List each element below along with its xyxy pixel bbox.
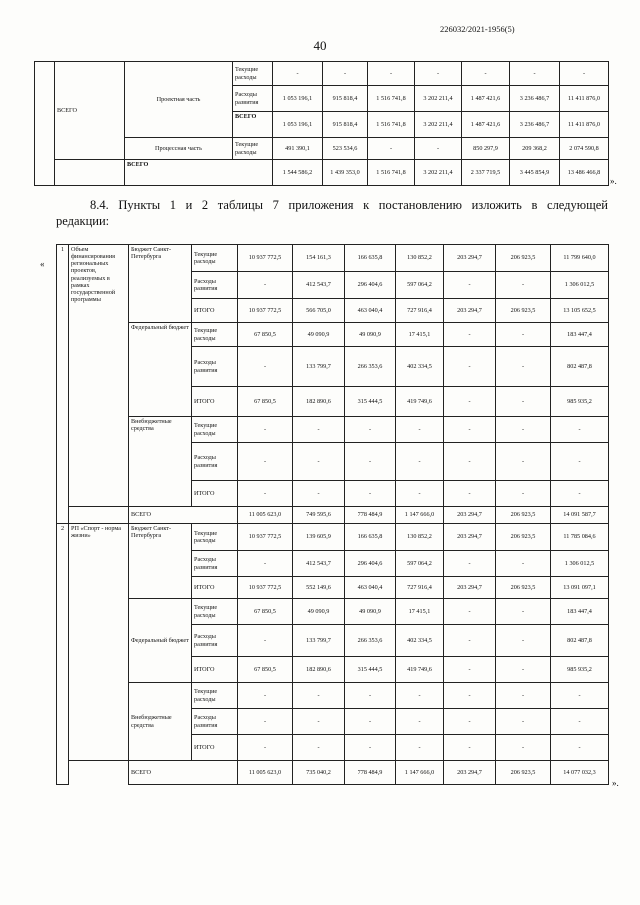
cell: 67 850,5 xyxy=(238,657,293,683)
cell: - xyxy=(496,683,551,709)
cell: 491 390,1 xyxy=(273,138,323,160)
row-label: ВСЕГО xyxy=(233,112,273,138)
cell: - xyxy=(496,709,551,735)
cell: 206 923,5 xyxy=(496,507,551,524)
cell: - xyxy=(238,551,293,577)
item-title: Объем финансирования региональных проектов, реализуемых в рамках государственной программы xyxy=(69,245,129,507)
cell: 49 090,9 xyxy=(293,599,345,625)
cell: 419 749,6 xyxy=(396,657,444,683)
row-label: Текущие расходы xyxy=(192,524,238,551)
cell: 850 297,9 xyxy=(462,138,510,160)
cell: - xyxy=(560,62,609,86)
cell: 11 005 623,0 xyxy=(238,507,293,524)
cell: - xyxy=(345,683,396,709)
item-number: 1 xyxy=(57,245,69,524)
financing-table-item-2 xyxy=(56,523,609,785)
row-label: Расходы развития xyxy=(192,625,238,657)
cell: - xyxy=(496,599,551,625)
cell: 778 484,9 xyxy=(345,761,396,785)
cell: 206 923,5 xyxy=(496,761,551,785)
cell: - xyxy=(396,443,444,481)
cell: 296 404,6 xyxy=(345,551,396,577)
cell: - xyxy=(238,625,293,657)
cell: - xyxy=(293,709,345,735)
cell: 67 850,5 xyxy=(238,387,293,417)
cell: - xyxy=(293,443,345,481)
cell: 1 439 353,0 xyxy=(323,160,368,186)
cell: - xyxy=(323,62,368,86)
cell: 183 447,4 xyxy=(551,599,609,625)
cell: 154 161,3 xyxy=(293,245,345,272)
cell: 1 306 012,5 xyxy=(551,272,609,299)
closing-quote: ». xyxy=(610,176,617,186)
cell: 597 064,2 xyxy=(396,272,444,299)
cell: - xyxy=(551,443,609,481)
cell: 412 543,7 xyxy=(293,272,345,299)
table-row xyxy=(35,160,609,186)
cell: 735 040,2 xyxy=(293,761,345,785)
cell: 206 923,5 xyxy=(496,577,551,599)
cell: 11 785 084,6 xyxy=(551,524,609,551)
total-label: ВСЕГО xyxy=(55,62,125,160)
empty-cell xyxy=(55,160,125,186)
cell: 412 543,7 xyxy=(293,551,345,577)
cell: 802 487,8 xyxy=(551,347,609,387)
cell: 1 147 666,0 xyxy=(396,761,444,785)
grand-total-label: ВСЕГО xyxy=(125,160,273,186)
cell: 10 937 772,5 xyxy=(238,299,293,323)
cell: - xyxy=(345,735,396,761)
item-title: РП «Спорт - норма жизни» xyxy=(69,524,129,761)
row-label: Расходы развития xyxy=(192,709,238,735)
cell: - xyxy=(238,443,293,481)
table-row xyxy=(57,417,609,443)
cell: 14 091 587,7 xyxy=(551,507,609,524)
cell: - xyxy=(293,735,345,761)
cell: - xyxy=(496,735,551,761)
cell: 13 486 466,8 xyxy=(560,160,609,186)
cell: - xyxy=(293,417,345,443)
cell: - xyxy=(551,735,609,761)
cell: 3 202 211,4 xyxy=(415,86,462,112)
table-row xyxy=(57,507,609,524)
table-row xyxy=(57,599,609,625)
cell: - xyxy=(238,417,293,443)
cell: - xyxy=(293,683,345,709)
cell: 11 005 623,0 xyxy=(238,761,293,785)
cell: - xyxy=(551,683,609,709)
cell: 1 516 741,8 xyxy=(368,112,415,138)
project-part-label: Проектная часть xyxy=(125,62,233,138)
cell: 133 799,7 xyxy=(293,625,345,657)
grand-total-label: ВСЕГО xyxy=(129,507,238,524)
cell: - xyxy=(444,443,496,481)
cell: 17 415,1 xyxy=(396,599,444,625)
cell: 523 534,6 xyxy=(323,138,368,160)
cell: - xyxy=(551,417,609,443)
cell: 266 353,6 xyxy=(345,625,396,657)
cell: 10 937 772,5 xyxy=(238,577,293,599)
cell: 749 595,6 xyxy=(293,507,345,524)
cell: 49 090,9 xyxy=(345,323,396,347)
cell: 206 923,5 xyxy=(496,245,551,272)
cell: - xyxy=(345,709,396,735)
cell: - xyxy=(444,417,496,443)
cell: 1 516 741,8 xyxy=(368,86,415,112)
cell: - xyxy=(444,387,496,417)
cell: 183 447,4 xyxy=(551,323,609,347)
paragraph-line: 8.4. Пункты 1 и 2 таблицы 7 приложения к постановлению изложить в следующей xyxy=(90,198,608,212)
cell: - xyxy=(551,709,609,735)
table-row xyxy=(35,62,609,86)
cell: - xyxy=(444,347,496,387)
row-label: ИТОГО xyxy=(192,387,238,417)
cell: 182 890,6 xyxy=(293,657,345,683)
financing-table-item-1 xyxy=(56,244,609,524)
cell: 1 147 666,0 xyxy=(396,507,444,524)
cell: 182 890,6 xyxy=(293,387,345,417)
cell: 3 202 211,4 xyxy=(415,112,462,138)
page-number: 40 xyxy=(313,38,327,53)
cell: 166 635,8 xyxy=(345,524,396,551)
cell: 17 415,1 xyxy=(396,323,444,347)
cell: 10 937 772,5 xyxy=(238,524,293,551)
cell: 49 090,9 xyxy=(345,599,396,625)
cell: - xyxy=(496,657,551,683)
cell: - xyxy=(238,347,293,387)
cell: 1 544 586,2 xyxy=(273,160,323,186)
closing-quote: ». xyxy=(612,778,619,788)
cell: 206 923,5 xyxy=(496,524,551,551)
cell: 2 074 590,8 xyxy=(560,138,609,160)
cell: 463 040,4 xyxy=(345,299,396,323)
cell: - xyxy=(368,62,415,86)
cell: 130 852,2 xyxy=(396,524,444,551)
item-number: 2 xyxy=(57,524,69,785)
cell: - xyxy=(496,417,551,443)
cell: 1 516 741,8 xyxy=(368,160,415,186)
cell: 315 444,5 xyxy=(345,657,396,683)
cell: - xyxy=(238,481,293,507)
cell: 3 236 486,7 xyxy=(510,86,560,112)
cell: 3 236 486,7 xyxy=(510,112,560,138)
process-part-label: Процессная часть xyxy=(125,138,233,160)
cell: 11 411 876,0 xyxy=(560,86,609,112)
row-label: ИТОГО xyxy=(192,657,238,683)
budget-source: Внебюджетные средства xyxy=(129,683,192,761)
cell: 139 605,9 xyxy=(293,524,345,551)
cell: - xyxy=(345,481,396,507)
cell: - xyxy=(462,62,510,86)
cell: 166 635,8 xyxy=(345,245,396,272)
cell: 11 799 640,0 xyxy=(551,245,609,272)
opening-quote: « xyxy=(40,259,45,269)
budget-source: Бюджет Санкт-Петербурга xyxy=(129,524,192,599)
cell: - xyxy=(444,735,496,761)
grand-total-label: ВСЕГО xyxy=(129,761,238,785)
cell: - xyxy=(345,417,396,443)
table-row xyxy=(57,245,609,272)
cell: 402 334,5 xyxy=(396,625,444,657)
cell: 203 294,7 xyxy=(444,507,496,524)
empty-cell xyxy=(35,62,55,186)
cell: 802 487,8 xyxy=(551,625,609,657)
row-label: Текущие расходы xyxy=(192,245,238,272)
cell: - xyxy=(368,138,415,160)
cell: 727 916,4 xyxy=(396,299,444,323)
cell: - xyxy=(496,323,551,347)
cell: 3 445 854,9 xyxy=(510,160,560,186)
row-label: Расходы развития xyxy=(233,86,273,112)
cell: 463 040,4 xyxy=(345,577,396,599)
cell: 206 923,5 xyxy=(496,299,551,323)
cell: 11 411 876,0 xyxy=(560,112,609,138)
row-label: ИТОГО xyxy=(192,299,238,323)
cell: 2 337 719,5 xyxy=(462,160,510,186)
cell: 597 064,2 xyxy=(396,551,444,577)
cell: - xyxy=(396,735,444,761)
cell: - xyxy=(345,443,396,481)
cell: - xyxy=(444,683,496,709)
cell: 1 053 196,1 xyxy=(273,112,323,138)
cell: - xyxy=(496,625,551,657)
paragraph-line: редакции: xyxy=(56,214,110,228)
table-row xyxy=(57,323,609,347)
budget-source: Бюджет Санкт-Петербурга xyxy=(129,245,192,323)
cell: 552 149,6 xyxy=(293,577,345,599)
cell: 266 353,6 xyxy=(345,347,396,387)
cell: 778 484,9 xyxy=(345,507,396,524)
cell: 1 487 421,6 xyxy=(462,86,510,112)
cell: 1 487 421,6 xyxy=(462,112,510,138)
cell: 203 294,7 xyxy=(444,524,496,551)
cell: - xyxy=(496,481,551,507)
cell: 209 368,2 xyxy=(510,138,560,160)
cell: - xyxy=(496,551,551,577)
row-label: Текущие расходы xyxy=(233,138,273,160)
cell: 13 091 097,1 xyxy=(551,577,609,599)
cell: - xyxy=(444,657,496,683)
cell: 203 294,7 xyxy=(444,577,496,599)
cell: - xyxy=(551,481,609,507)
cell: 915 818,4 xyxy=(323,112,368,138)
cell: - xyxy=(444,551,496,577)
cell: - xyxy=(238,709,293,735)
cell: 1 306 012,5 xyxy=(551,551,609,577)
cell: 13 105 652,5 xyxy=(551,299,609,323)
cell: 985 935,2 xyxy=(551,387,609,417)
cell: - xyxy=(510,62,560,86)
cell: - xyxy=(238,735,293,761)
cell: - xyxy=(238,272,293,299)
cell: - xyxy=(496,443,551,481)
cell: - xyxy=(444,481,496,507)
cell: - xyxy=(238,683,293,709)
row-label: Расходы развития xyxy=(192,443,238,481)
row-label: Текущие расходы xyxy=(192,683,238,709)
cell: 915 818,4 xyxy=(323,86,368,112)
cell: 203 294,7 xyxy=(444,299,496,323)
cell: 3 202 211,4 xyxy=(415,160,462,186)
document-code: 226032/2021-1956(5) xyxy=(440,24,515,34)
row-label: Текущие расходы xyxy=(192,417,238,443)
cell: 10 937 772,5 xyxy=(238,245,293,272)
row-label: ИТОГО xyxy=(192,735,238,761)
cell: 67 850,5 xyxy=(238,599,293,625)
row-label: Текущие расходы xyxy=(192,599,238,625)
cell: 419 749,6 xyxy=(396,387,444,417)
cell: - xyxy=(396,709,444,735)
cell: 566 705,0 xyxy=(293,299,345,323)
budget-source: Федеральный бюджет xyxy=(129,599,192,683)
cell: 402 334,5 xyxy=(396,347,444,387)
cell: 727 916,4 xyxy=(396,577,444,599)
cell: 14 077 032,3 xyxy=(551,761,609,785)
cell: 49 090,9 xyxy=(293,323,345,347)
cell: - xyxy=(396,481,444,507)
summary-table xyxy=(34,61,609,186)
cell: 296 404,6 xyxy=(345,272,396,299)
cell: 315 444,5 xyxy=(345,387,396,417)
cell: 1 053 196,1 xyxy=(273,86,323,112)
cell: 203 294,7 xyxy=(444,761,496,785)
cell: - xyxy=(496,347,551,387)
cell: 133 799,7 xyxy=(293,347,345,387)
cell: - xyxy=(496,387,551,417)
empty-cell xyxy=(69,507,129,524)
cell: - xyxy=(444,709,496,735)
cell: 67 850,5 xyxy=(238,323,293,347)
cell: - xyxy=(444,599,496,625)
budget-source: Внебюджетные средства xyxy=(129,417,192,507)
cell: - xyxy=(396,417,444,443)
cell: 203 294,7 xyxy=(444,245,496,272)
cell: - xyxy=(444,625,496,657)
row-label: Расходы развития xyxy=(192,551,238,577)
cell: - xyxy=(415,62,462,86)
empty-cell xyxy=(69,761,129,785)
cell: - xyxy=(273,62,323,86)
table-row xyxy=(57,524,609,551)
cell: 130 852,2 xyxy=(396,245,444,272)
row-label: Расходы развития xyxy=(192,347,238,387)
budget-source: Федеральный бюджет xyxy=(129,323,192,417)
table-row xyxy=(57,761,609,785)
cell: - xyxy=(444,272,496,299)
row-label: Расходы развития xyxy=(192,272,238,299)
cell: - xyxy=(496,272,551,299)
cell: - xyxy=(444,323,496,347)
cell: - xyxy=(293,481,345,507)
cell: - xyxy=(396,683,444,709)
row-label: ИТОГО xyxy=(192,577,238,599)
table-row xyxy=(57,683,609,709)
row-label: ИТОГО xyxy=(192,481,238,507)
cell: 985 935,2 xyxy=(551,657,609,683)
row-label: Текущие расходы xyxy=(192,323,238,347)
row-label: Текущие расходы xyxy=(233,62,273,86)
cell: - xyxy=(415,138,462,160)
